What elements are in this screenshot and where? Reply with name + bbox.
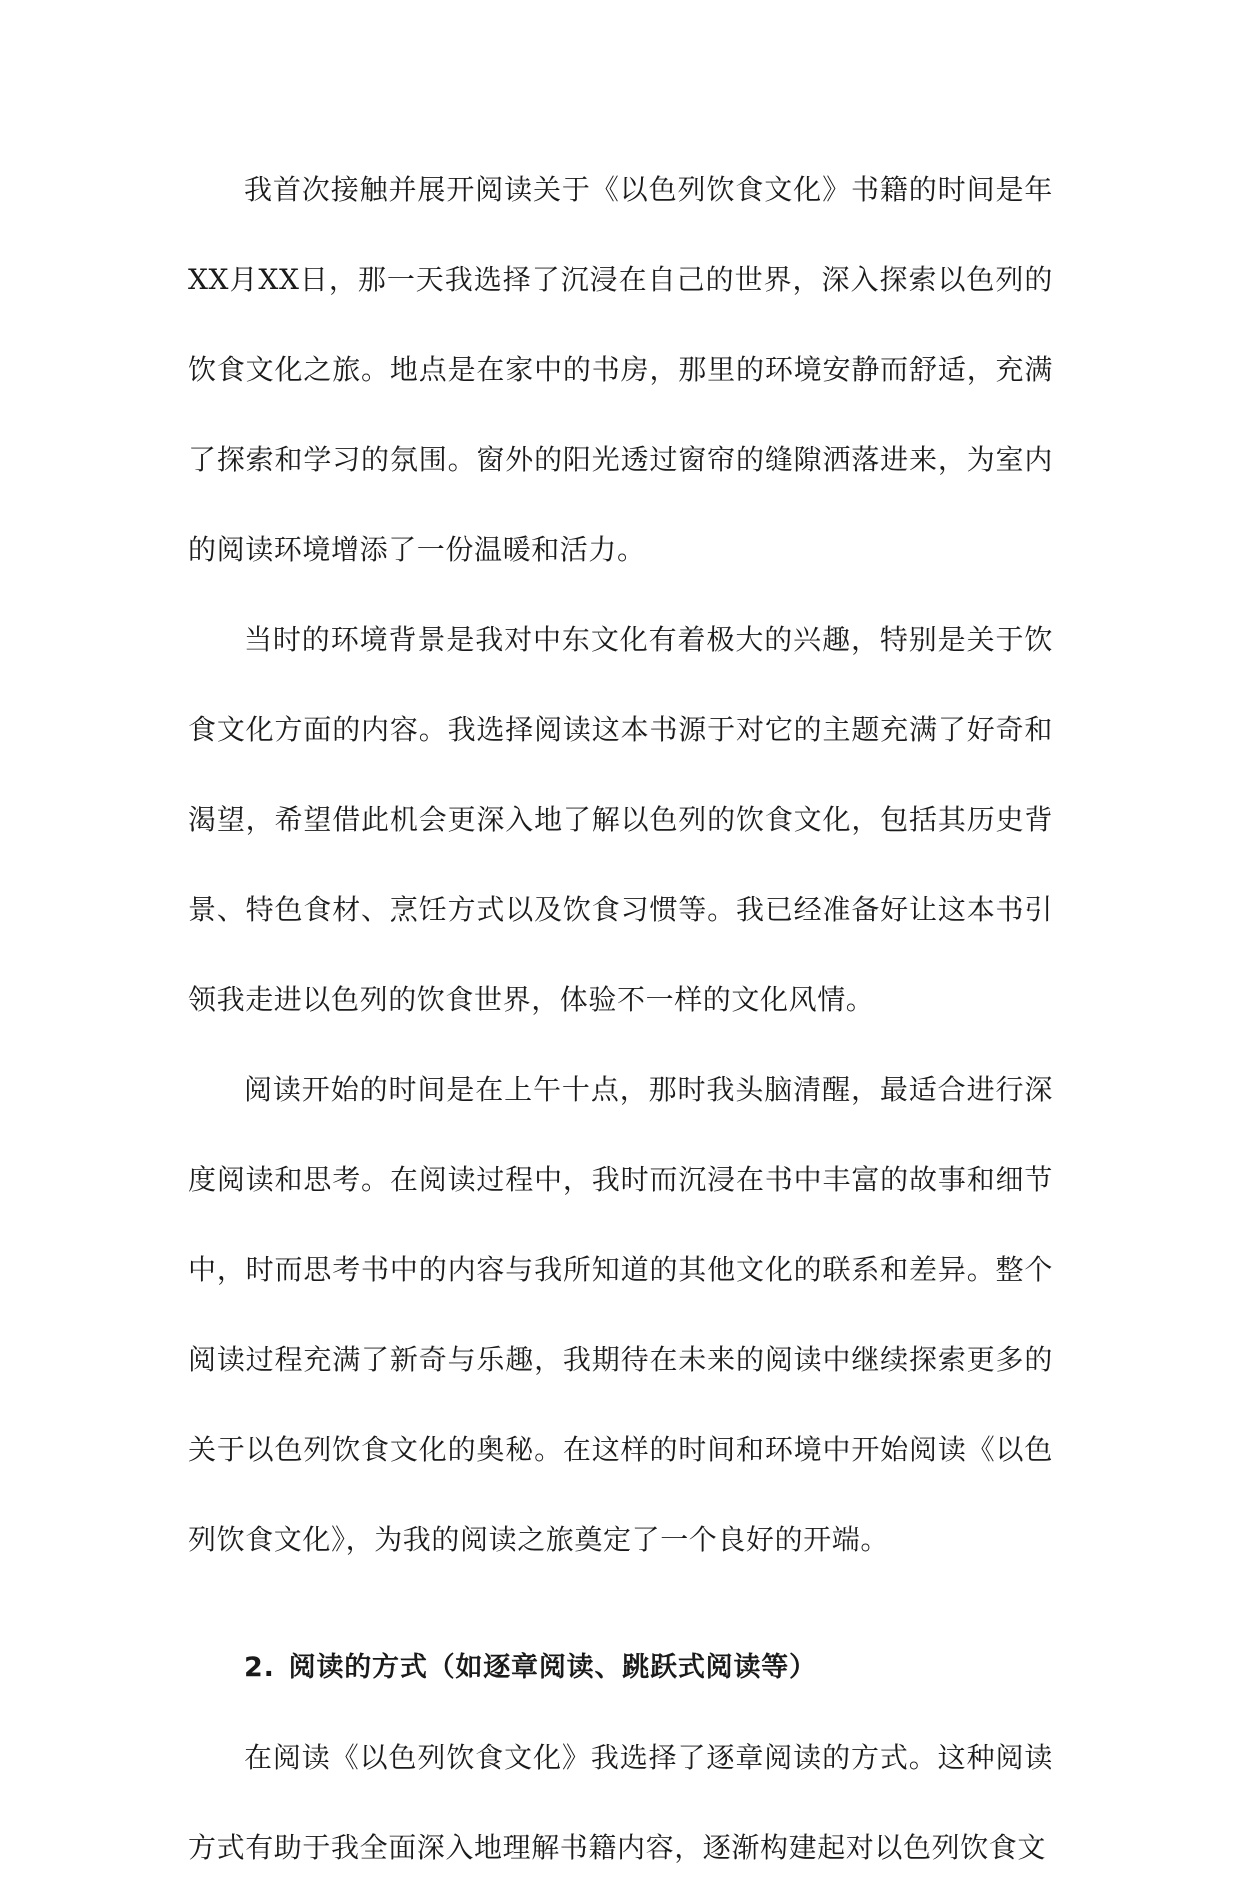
section-heading-number: 2. [244, 1652, 275, 1683]
section-heading-title: 阅读的方式（如逐章阅读、跳跃式阅读等） [288, 1652, 817, 1683]
paragraph-background: 当时的环境背景是我对中东文化有着极大的兴趣，特别是关于饮食文化方面的内容。我选择阅读这本书源于对它的主题充满了好奇和渴望，希望借此机会更深入地了解以色列的饮食文化，包括其历史背景、特色食材、烹饪方式以及饮食习惯等。我已经准备好让这本书引领我走进以色列的饮食世界，体验不一样的文化风情。 [188, 623, 1053, 1016]
document-body [188, 145, 1053, 1893]
paragraph-reading-method: 在阅读《以色列饮食文化》我选择了逐章阅读的方式。这种阅读方式有助于我全面深入地理解书籍内容，逐渐构建起对以色列饮食文 [188, 1741, 1053, 1864]
section-heading [188, 1623, 1053, 1713]
paragraph-reading-time-place: 我首次接触并展开阅读关于《以色列饮食文化》书籍的时间是年XX月XX日，那一天我选择了沉浸在自己的世界，深入探索以色列的饮食文化之旅。地点是在家中的书房，那里的环境安静而舒适，充满了探索和学习的氛围。窗外的阳光透过窗帘的缝隙洒落进来，为室内的阅读环境增添了一份温暖和活力。 [188, 173, 1053, 566]
paragraph-reading-start: 阅读开始的时间是在上午十点，那时我头脑清醒，最适合进行深度阅读和思考。在阅读过程中，我时而沉浸在书中丰富的故事和细节中，时而思考书中的内容与我所知道的其他文化的联系和差异。整个阅读过程充满了新奇与乐趣，我期待在未来的阅读中继续探索更多的关于以色列饮食文化的奥秘。在这样的时间和环境中开始阅读《以色列饮食文化》，为我的阅读之旅奠定了一个良好的开端。 [188, 1073, 1053, 1556]
